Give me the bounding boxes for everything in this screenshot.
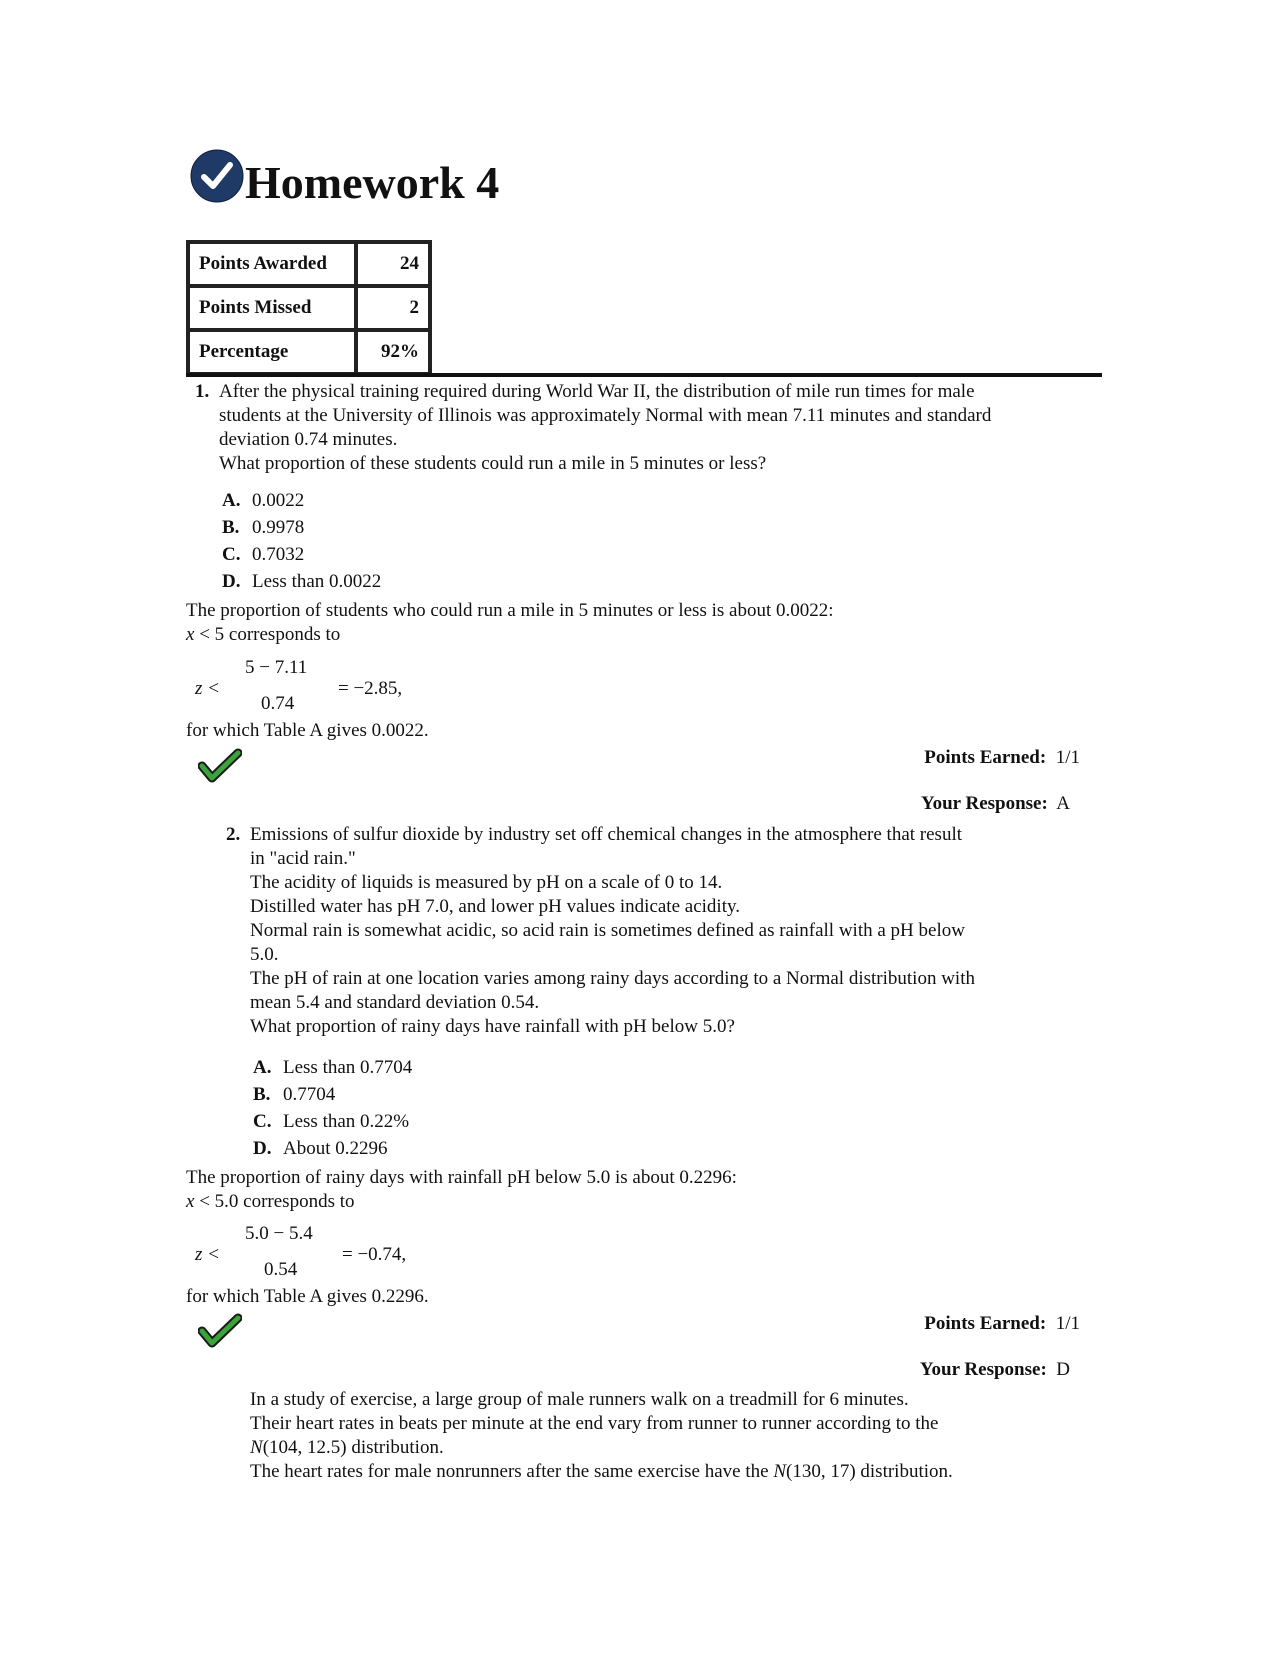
q2-explanation-line-3: for which Table A gives 0.2296. — [186, 1286, 429, 1307]
q2-option-a — [253, 1056, 412, 1080]
points-earned-label: Points Earned: — [924, 747, 1047, 768]
question-text-line: in "acid rain." — [250, 848, 356, 869]
option-letter: D. — [253, 1138, 272, 1159]
option-text: Less than 0.22% — [283, 1111, 410, 1132]
question-1-number: 1. — [195, 381, 210, 402]
your-response-label: Your Response: — [920, 793, 1048, 814]
question-text-line: After the physical training required during World War II, the distribution of mile run times for male — [219, 381, 975, 402]
distribution-symbol: N — [250, 1437, 263, 1458]
option-text: Less than 0.7704 — [283, 1057, 413, 1078]
q1-fraction-denominator: 0.74 — [261, 693, 295, 714]
q1-explanation-line-2 — [186, 623, 340, 647]
question-text-line: Normal rain is somewhat acidic, so acid rain is sometimes defined as rainfall with a pH below — [250, 920, 965, 941]
question-text: The heart rates for male nonrunners after the same exercise have the — [250, 1461, 774, 1482]
question-text-line — [250, 1436, 953, 1460]
option-letter: B. — [222, 517, 240, 538]
question-text: (104, 12.5) distribution. — [262, 1437, 444, 1458]
percentage-value: 92% — [356, 330, 430, 374]
explanation-text: < 5 corresponds to — [194, 624, 341, 645]
correct-check-icon — [198, 1313, 242, 1349]
points-missed-label: Points Missed — [188, 286, 356, 330]
question-text-line: Distilled water has pH 7.0, and lower pH values indicate acidity. — [250, 896, 740, 917]
correct-check-icon — [198, 748, 242, 784]
your-response-value: D — [1056, 1359, 1070, 1380]
question-text-line: What proportion of these students could run a mile in 5 minutes or less? — [219, 453, 767, 474]
table-row — [188, 242, 430, 286]
q1-points-earned — [900, 746, 1080, 770]
q1-fraction-result: = −2.85, — [338, 678, 403, 699]
option-letter: C. — [222, 544, 241, 565]
q2-option-b — [253, 1083, 335, 1107]
question-text-line: Their heart rates in beats per minute at the end vary from runner to runner according to the — [250, 1413, 939, 1434]
q1-option-a — [222, 489, 304, 513]
q1-your-response — [880, 792, 1070, 816]
distribution-symbol: N — [773, 1461, 786, 1482]
section-divider — [186, 373, 1102, 377]
q2-fraction-denominator: 0.54 — [264, 1259, 298, 1280]
option-letter: C. — [253, 1111, 272, 1132]
your-response-value: A — [1056, 793, 1070, 814]
question-text-line — [250, 1460, 953, 1484]
points-awarded-value: 24 — [356, 242, 430, 286]
option-text: About 0.2296 — [283, 1138, 388, 1159]
q2-points-earned — [900, 1312, 1080, 1336]
question-text-line: deviation 0.74 minutes. — [219, 429, 398, 450]
q1-explanation-line-3: for which Table A gives 0.0022. — [186, 720, 429, 741]
option-text: 0.9978 — [252, 517, 305, 538]
question-text-line: What proportion of rainy days have rainfall with pH below 5.0? — [250, 1016, 735, 1037]
question-3-intro — [250, 1388, 953, 1484]
option-letter: A. — [253, 1057, 272, 1078]
question-text-line: The pH of rain at one location varies among rainy days according to a Normal distribution with — [250, 968, 975, 989]
your-response-label: Your Response: — [919, 1359, 1047, 1380]
question-text-line: 5.0. — [250, 944, 279, 965]
points-earned-label: Points Earned: — [924, 1313, 1047, 1334]
checkmark-badge-icon — [190, 148, 244, 204]
q1-fraction-numerator: 5 − 7.11 — [245, 657, 308, 678]
points-earned-value: 1/1 — [1055, 1313, 1080, 1334]
points-missed-value: 2 — [356, 286, 430, 330]
q1-explanation-line-1: The proportion of students who could run a mile in 5 minutes or less is about 0.0022: — [186, 600, 834, 621]
q1-option-d — [222, 570, 381, 594]
q2-explanation-line-1: The proportion of rainy days with rainfall pH below 5.0 is about 0.2296: — [186, 1167, 737, 1188]
variable-x: x — [186, 1191, 195, 1212]
question-text-line: Emissions of sulfur dioxide by industry set off chemical changes in the atmosphere that result — [250, 824, 962, 845]
score-summary-table — [186, 240, 432, 376]
option-letter: B. — [253, 1084, 271, 1105]
table-row — [188, 330, 430, 374]
option-letter: A. — [222, 490, 241, 511]
table-row — [188, 286, 430, 330]
points-earned-value: 1/1 — [1055, 747, 1080, 768]
q2-your-response — [880, 1358, 1070, 1382]
q2-option-c — [253, 1110, 409, 1134]
q1-z-lhs: z < — [195, 678, 220, 699]
option-text: 0.7032 — [252, 544, 305, 565]
q2-explanation-line-2 — [186, 1190, 355, 1214]
variable-x: x — [186, 624, 195, 645]
q2-fraction-numerator: 5.0 − 5.4 — [245, 1223, 313, 1244]
option-letter: D. — [222, 571, 241, 592]
percentage-label: Percentage — [188, 330, 356, 374]
points-awarded-label: Points Awarded — [188, 242, 356, 286]
option-text: 0.0022 — [252, 490, 305, 511]
question-text-line: students at the University of Illinois was approximately Normal with mean 7.11 minutes and standard — [219, 405, 992, 426]
explanation-text: < 5.0 corresponds to — [194, 1191, 355, 1212]
question-2-text — [250, 823, 975, 1039]
question-text-line: In a study of exercise, a large group of male runners walk on a treadmill for 6 minutes. — [250, 1389, 909, 1410]
q2-fraction-result: = −0.74, — [342, 1244, 407, 1265]
option-text: 0.7704 — [283, 1084, 336, 1105]
q2-option-d — [253, 1137, 388, 1161]
q1-option-c — [222, 543, 304, 567]
question-text-line: mean 5.4 and standard deviation 0.54. — [250, 992, 540, 1013]
question-text: (130, 17) distribution. — [786, 1461, 953, 1482]
question-text-line: The acidity of liquids is measured by pH on a scale of 0 to 14. — [250, 872, 723, 893]
option-text: Less than 0.0022 — [252, 571, 382, 592]
question-1-text — [219, 380, 991, 476]
q1-option-b — [222, 516, 304, 540]
question-2-number: 2. — [226, 824, 241, 845]
q2-z-lhs: z < — [195, 1244, 220, 1265]
page-title: Homework 4 — [245, 157, 500, 208]
